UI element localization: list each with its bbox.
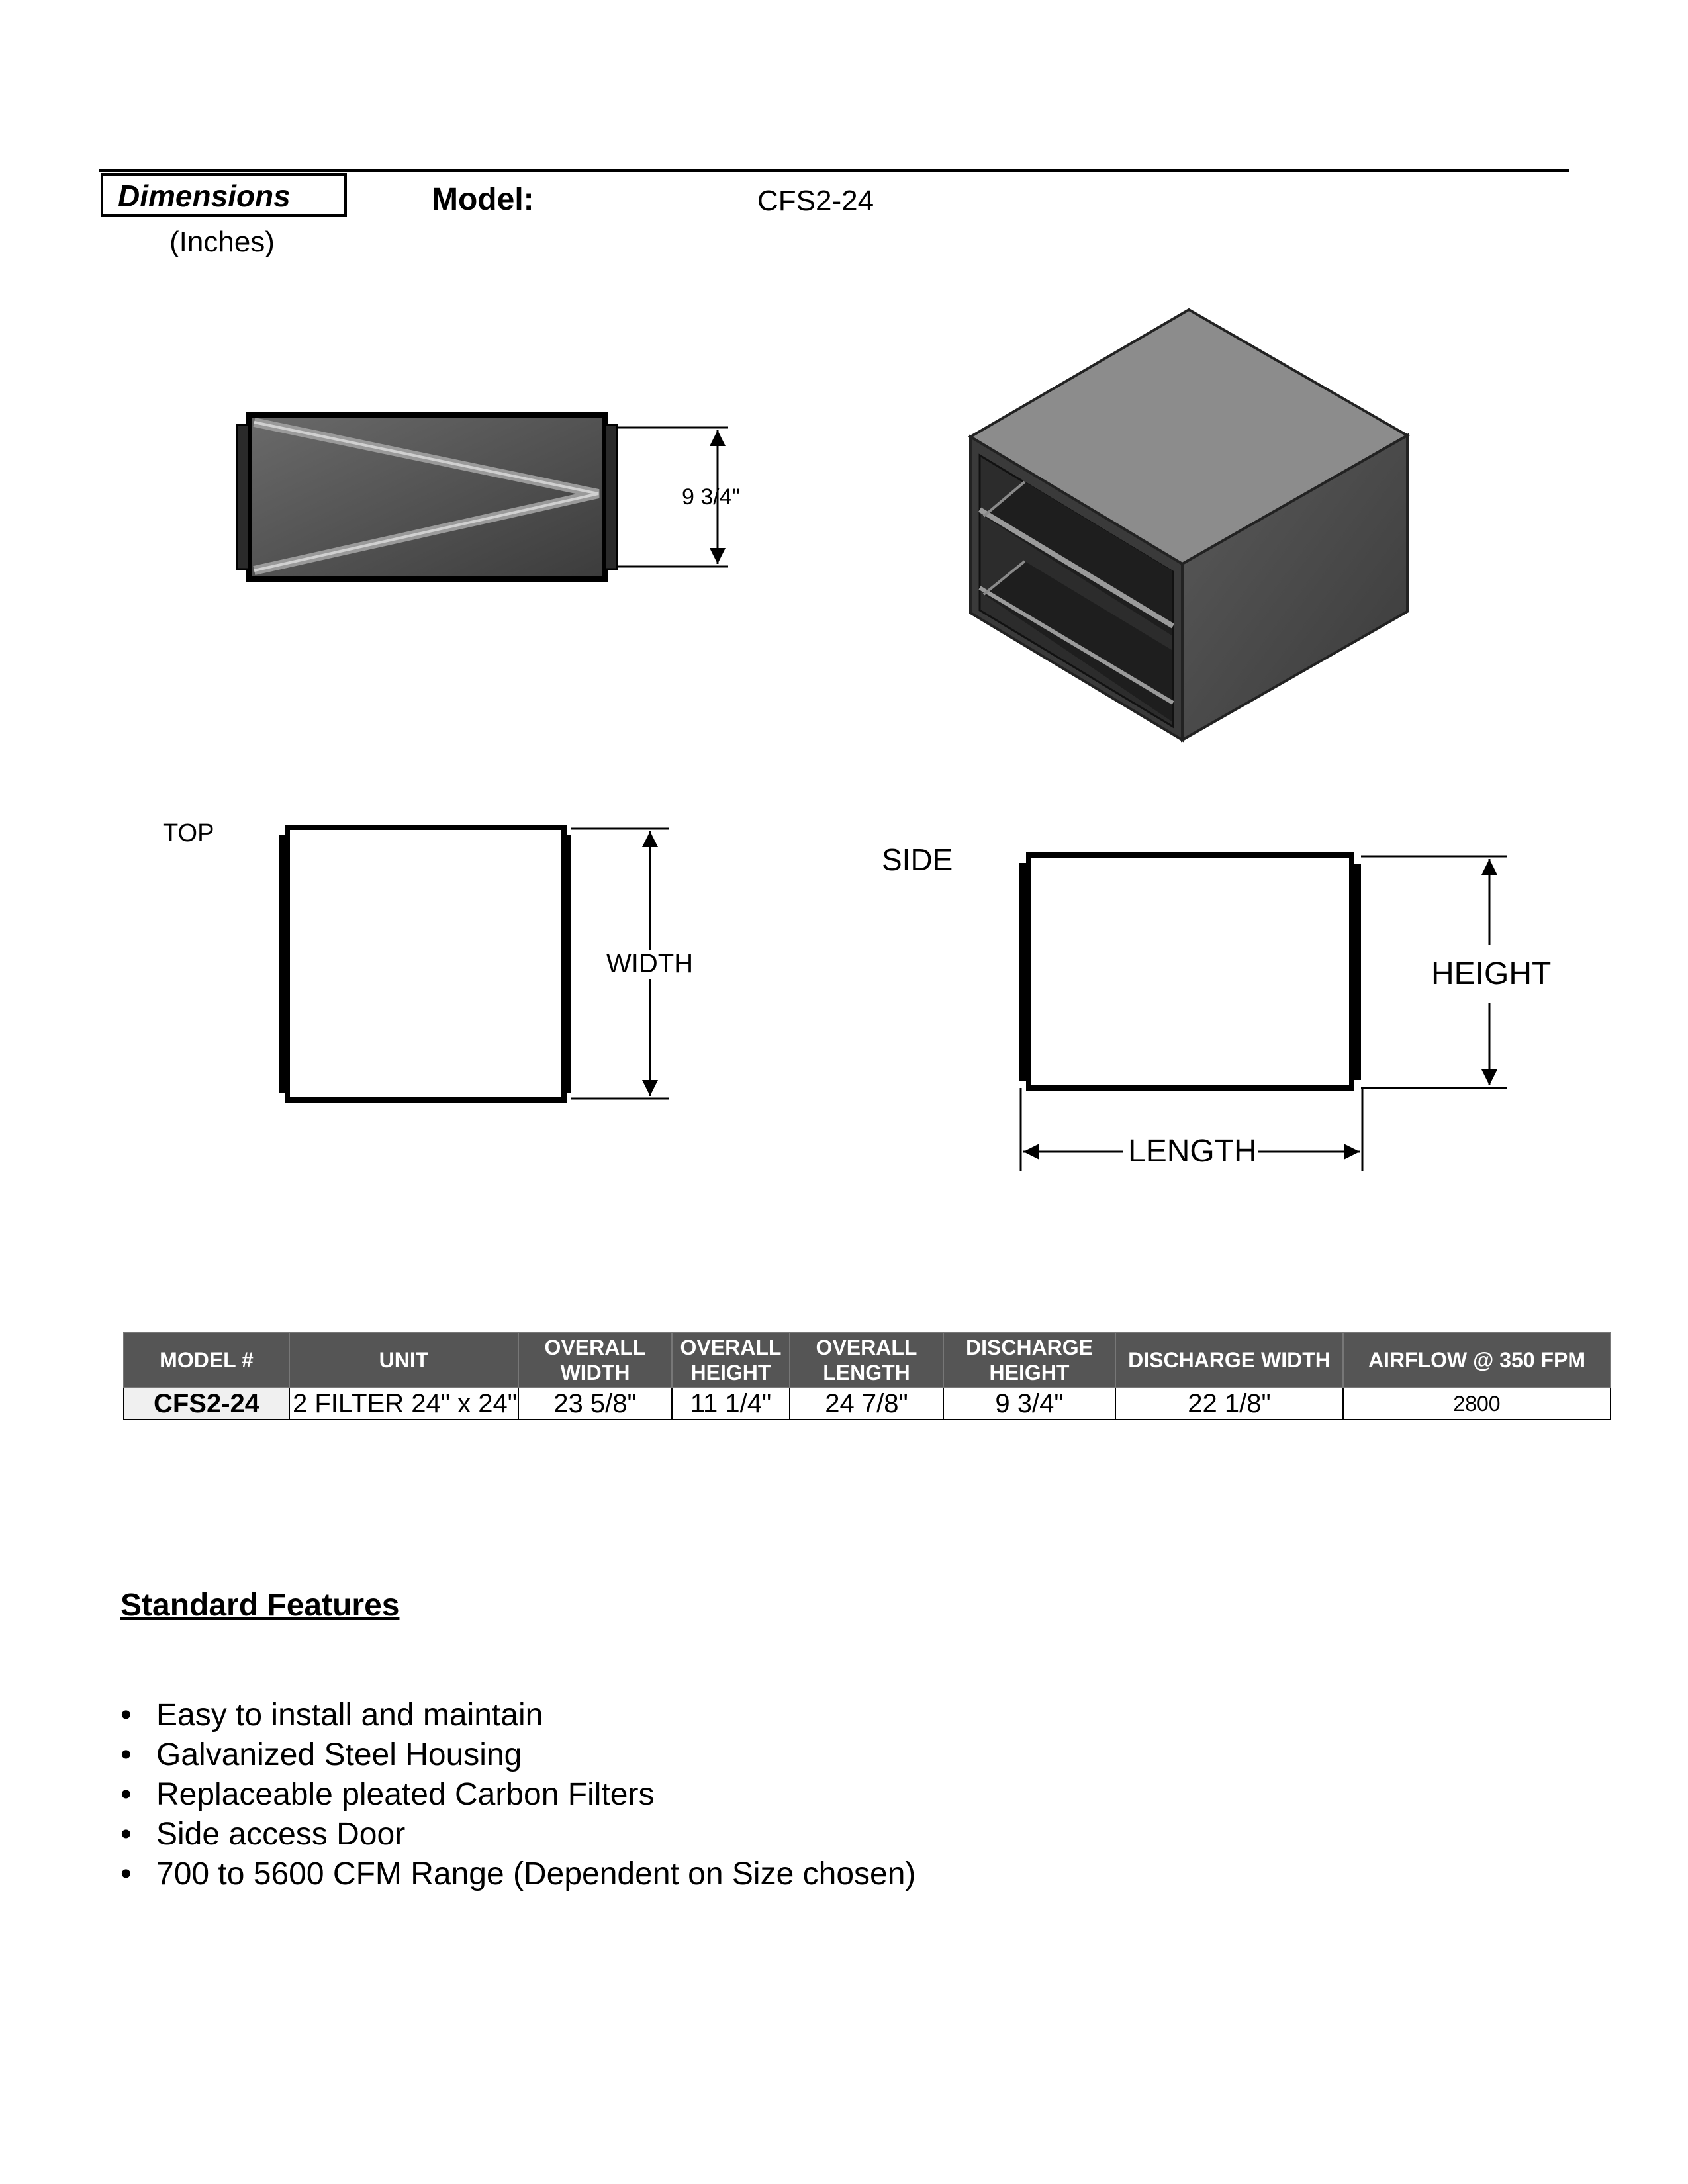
list-item: • Side access Door xyxy=(120,1815,915,1854)
header-unit: UNIT xyxy=(289,1332,518,1388)
spec-table xyxy=(123,1332,1611,1420)
header-discharge-width: DISCHARGE WIDTH xyxy=(1115,1332,1343,1388)
cell-unit: 2 FILTER 24" x 24" xyxy=(289,1388,518,1420)
cell-airflow: 2800 xyxy=(1343,1388,1611,1420)
list-item: • Replaceable pleated Carbon Filters xyxy=(120,1775,915,1815)
list-item: • Galvanized Steel Housing xyxy=(120,1735,915,1775)
features-title: Standard Features xyxy=(120,1588,400,1623)
header-overall-width: OVERALL WIDTH xyxy=(518,1332,672,1388)
front-view-dimension-label: 9 3/4" xyxy=(682,484,740,510)
side-view-label: SIDE xyxy=(882,842,953,877)
width-dimension-label: WIDTH xyxy=(606,949,694,978)
header-discharge-height: DISCHARGE HEIGHT xyxy=(943,1332,1115,1388)
header-overall-height: OVERALL HEIGHT xyxy=(672,1332,790,1388)
top-view-label: TOP xyxy=(163,819,214,847)
model-label: Model: xyxy=(432,182,534,217)
units-label: (Inches) xyxy=(169,226,275,258)
header-model: MODEL # xyxy=(124,1332,289,1388)
features-list xyxy=(120,1696,915,1894)
list-item: • 700 to 5600 CFM Range (Dependent on Size chosen) xyxy=(120,1854,915,1894)
cell-discharge-height: 9 3/4" xyxy=(943,1388,1115,1420)
header-overall-length: OVERALL LENGTH xyxy=(790,1332,943,1388)
cell-overall-width: 23 5/8" xyxy=(518,1388,672,1420)
section-title: Dimensions xyxy=(118,179,291,213)
cell-discharge-width: 22 1/8" xyxy=(1115,1388,1343,1420)
cell-overall-length: 24 7/8" xyxy=(790,1388,943,1420)
height-dimension-label: HEIGHT xyxy=(1431,956,1552,991)
front-view-drawing xyxy=(237,415,728,579)
side-view-drawing xyxy=(1019,855,1507,1171)
isometric-housing-drawing xyxy=(970,310,1407,740)
model-value: CFS2-24 xyxy=(757,185,874,217)
header-airflow: AIRFLOW @ 350 FPM xyxy=(1343,1332,1611,1388)
cell-model: CFS2-24 xyxy=(124,1388,289,1420)
table-header-row xyxy=(124,1332,1611,1388)
table-row xyxy=(124,1388,1611,1420)
cell-overall-height: 11 1/4" xyxy=(672,1388,790,1420)
list-item: • Easy to install and maintain xyxy=(120,1696,915,1735)
length-dimension-label: LENGTH xyxy=(1128,1134,1257,1169)
